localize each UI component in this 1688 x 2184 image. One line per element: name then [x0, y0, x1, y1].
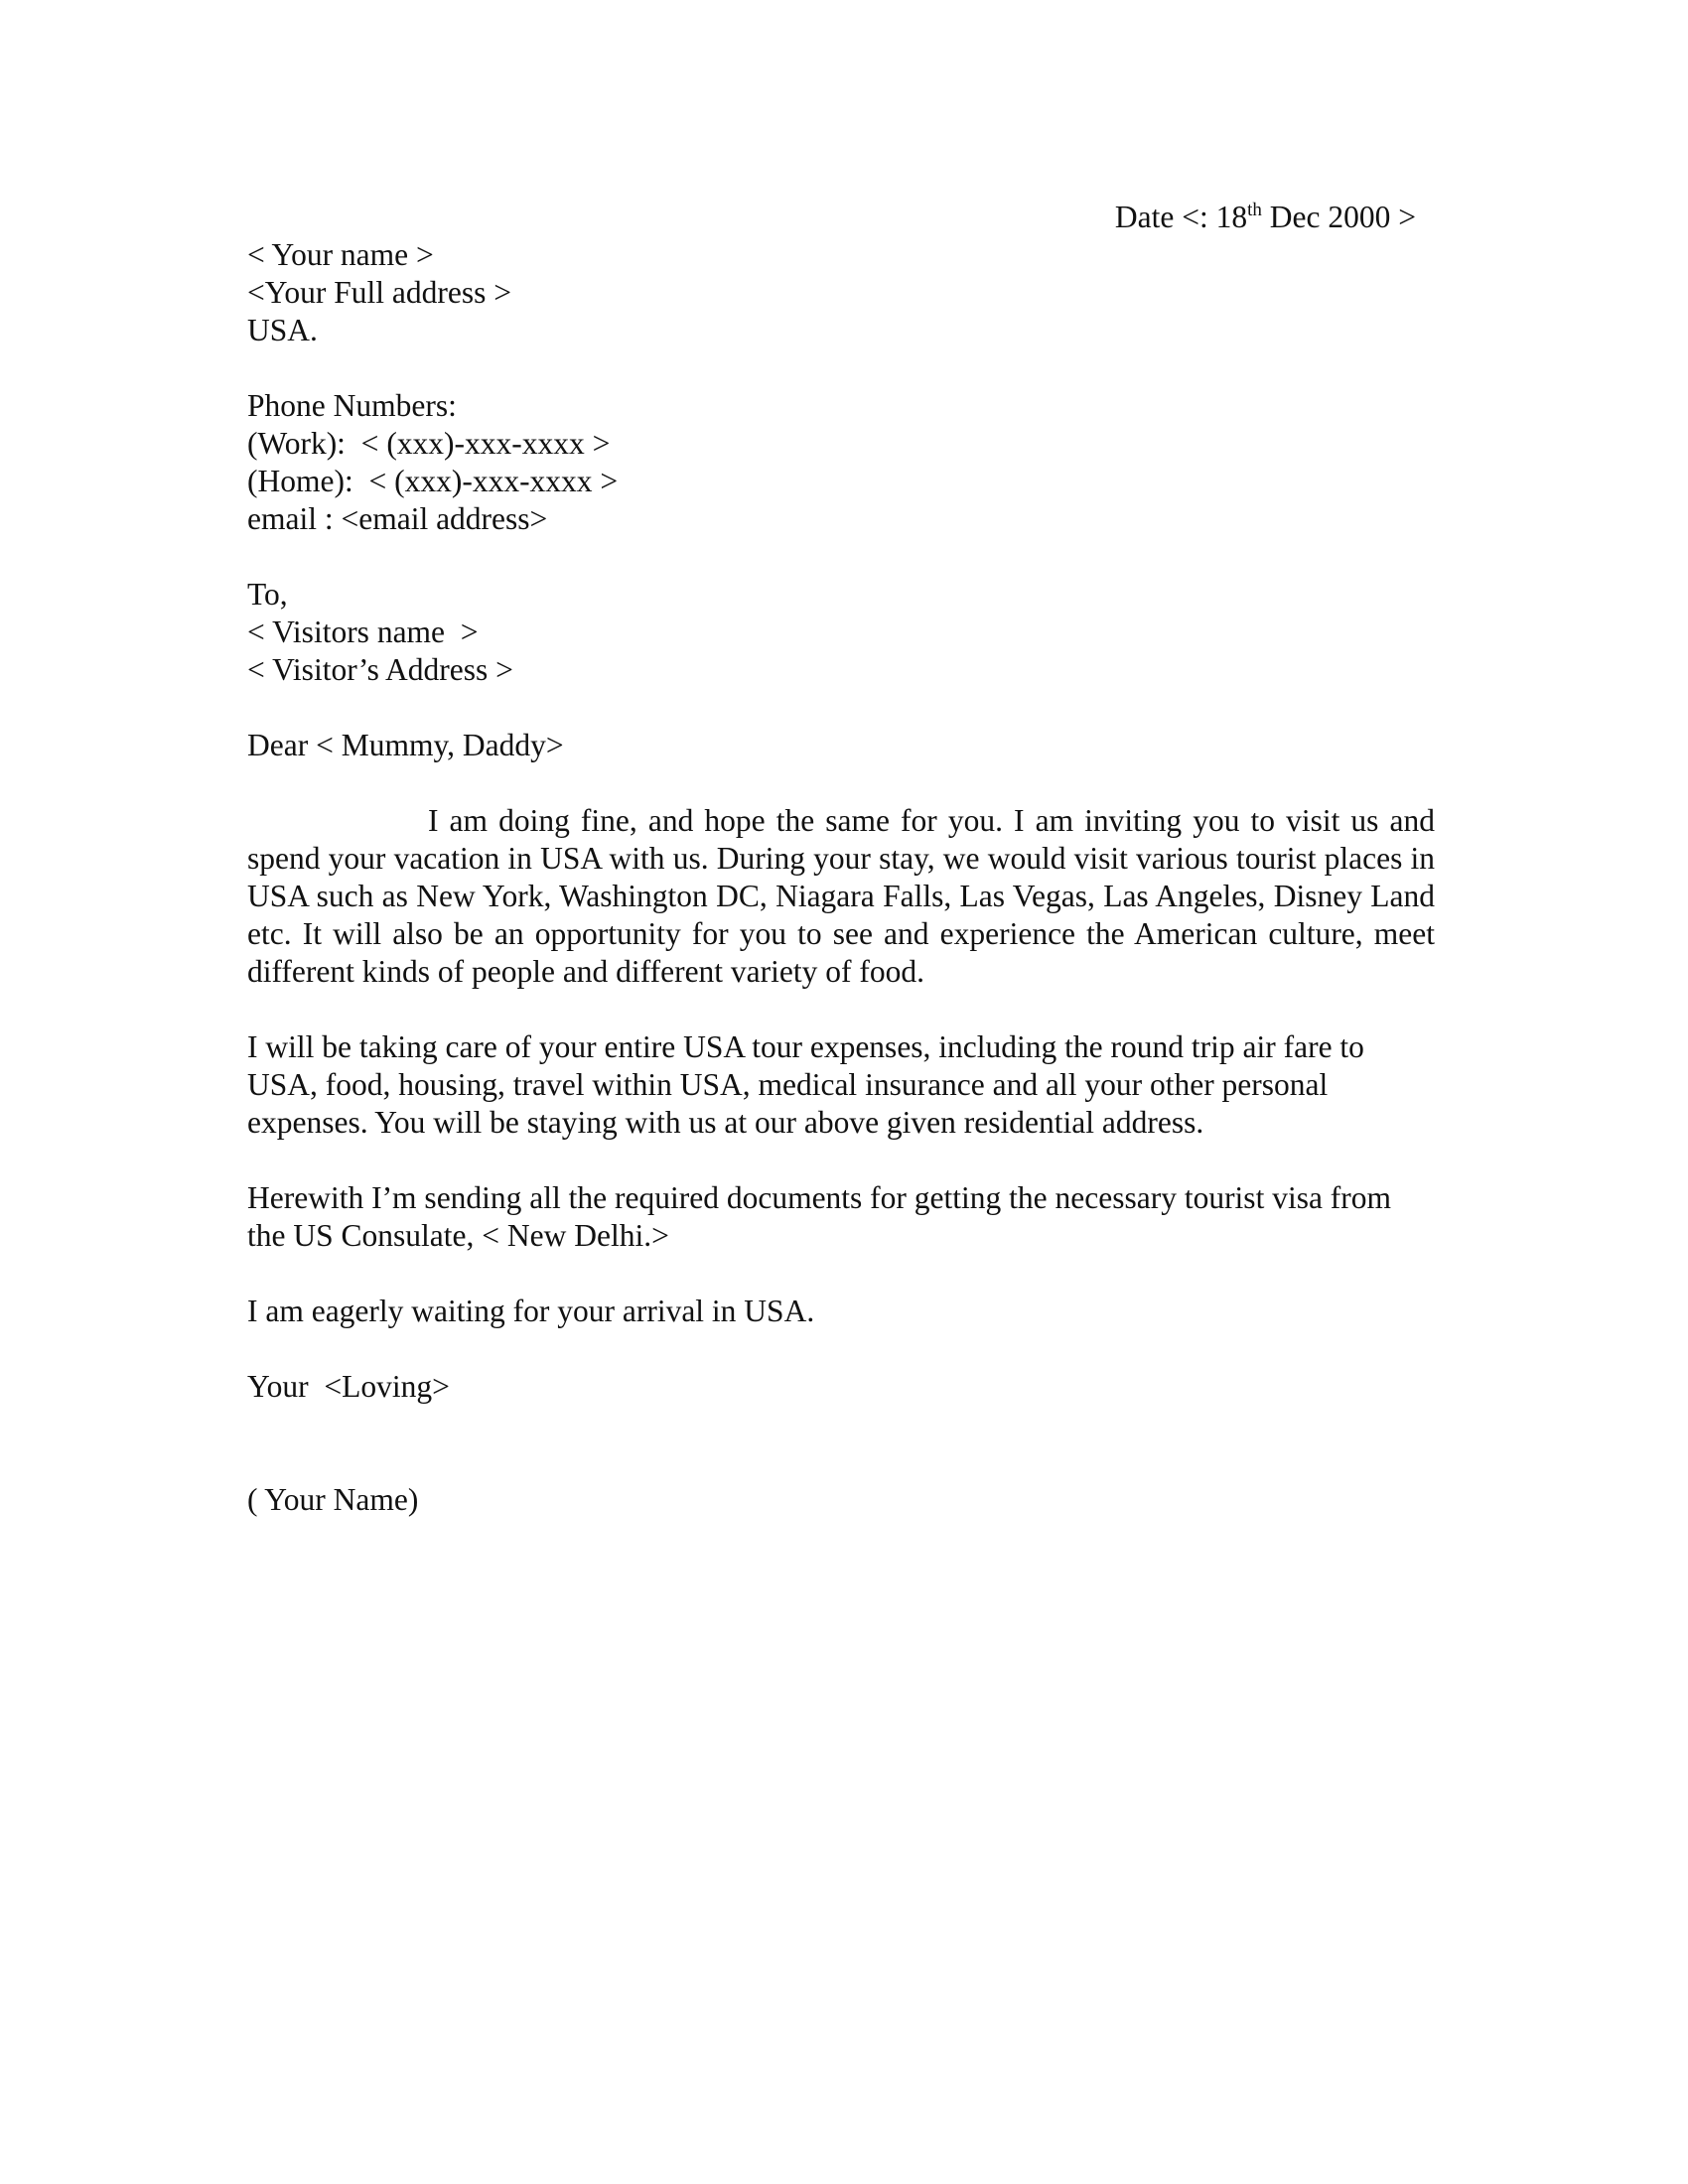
- email-line: email : <email address>: [247, 501, 548, 536]
- recipient-to: To,: [247, 577, 288, 612]
- phone-block: [247, 387, 1435, 538]
- phone-work: (Work): < (xxx)-xxx-xxxx >: [247, 426, 611, 461]
- closing: Your <Loving>: [247, 1369, 450, 1404]
- sender-address: <Your Full address >: [247, 275, 511, 310]
- paragraph-expenses: I will be taking care of your entire USA tour expenses, including the round trip air fare to USA, food, housing, travel within USA, medical insurance and all your other personal expenses. You will be staying with us at our above given residential address.: [247, 1029, 1364, 1140]
- paragraph-documents: Herewith I’m sending all the required documents for getting the necessary tourist visa from the US Consulate, < New Delhi.>: [247, 1180, 1392, 1253]
- paragraph-closing: I am eagerly waiting for your arrival in USA.: [247, 1294, 815, 1328]
- date-text-rest: Dec 2000 >: [1261, 200, 1416, 234]
- signature: ( Your Name): [247, 1482, 419, 1517]
- sender-block: [247, 236, 1435, 349]
- letter-body: [247, 236, 1435, 1519]
- recipient-address: < Visitor’s Address >: [247, 652, 513, 687]
- recipient-name: < Visitors name >: [247, 614, 479, 649]
- phone-home: (Home): < (xxx)-xxx-xxxx >: [247, 464, 619, 498]
- phone-heading: Phone Numbers:: [247, 388, 457, 423]
- date-ordinal-suffix: th: [1247, 200, 1262, 220]
- salutation: Dear < Mummy, Daddy>: [247, 728, 564, 762]
- paragraph-invitation: I am doing fine, and hope the same for you. I am inviting you to visit us and spend your vacation in USA with us. During your stay, we would visit various tourist places in USA such as New York, Washington DC, Niagara Falls, Las Vegas, Las Angeles, Disney Land etc. It will also be an opportunity for you to see and experience the American culture, meet different kinds of people and different variety of food.: [247, 803, 1435, 989]
- sender-name: < Your name >: [247, 237, 434, 272]
- letter-date: [1115, 199, 1416, 241]
- date-text: Date <: 18: [1114, 200, 1248, 234]
- sender-country: USA.: [247, 313, 318, 347]
- recipient-block: [247, 576, 1435, 689]
